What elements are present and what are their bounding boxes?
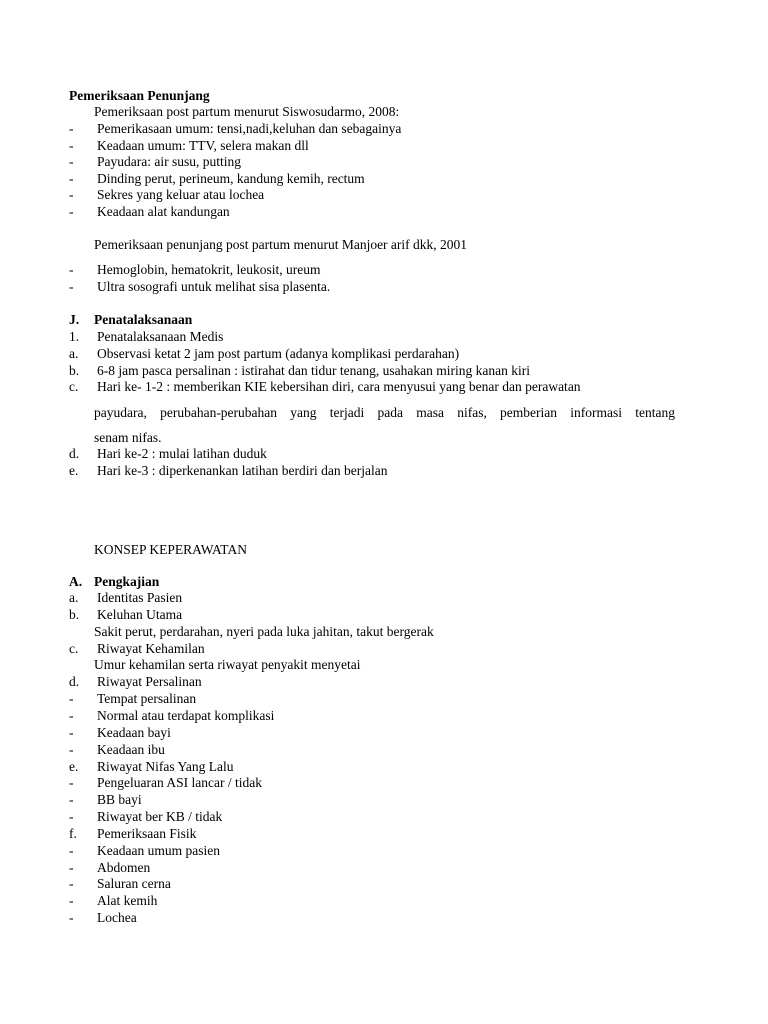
list-item-text: Identitas Pasien — [97, 590, 183, 605]
list-marker: a. — [69, 590, 79, 605]
list-item-text: Abdomen — [97, 859, 151, 875]
list-marker: - — [69, 741, 74, 757]
list-item-text: Riwayat ber KB / tidak — [97, 809, 223, 825]
list-item-text: Penatalaksanaan Medis — [97, 329, 224, 344]
list-marker: - — [69, 842, 74, 858]
section-marker-a: A. — [69, 574, 83, 589]
list-item-text: Riwayat Persalinan — [97, 674, 202, 690]
list-marker: - — [69, 707, 74, 723]
list-item-text: Riwayat Kehamilan — [97, 640, 205, 656]
list-marker: 1. — [69, 329, 80, 344]
list-marker: c. — [69, 640, 79, 656]
list-marker: c. — [69, 379, 79, 395]
list-item-text: Keadaan umum: TTV, selera makan dll — [97, 137, 309, 153]
list-marker: a. — [69, 345, 79, 361]
list-item-text: Pengeluaran ASI lancar / tidak — [97, 775, 262, 791]
list-marker: - — [69, 809, 74, 825]
list-item-text: Keadaan ibu — [97, 741, 165, 757]
list-item-text: Hari ke- 1-2 : memberikan KIE kebersihan diri, cara menyusui yang benar dan perawatan — [97, 379, 581, 395]
list-marker: - — [69, 775, 74, 791]
list-item-text: Riwayat Nifas Yang Lalu — [97, 758, 234, 774]
list-item-text: Normal atau terdapat komplikasi — [97, 707, 275, 723]
continuation-line-1: payudara, perubahan-perubahan yang terjadi pada masa nifas, pemberian informasi tentang — [94, 405, 675, 420]
list-marker: - — [69, 859, 74, 875]
list-item-text: Alat kemih — [97, 893, 158, 909]
list-marker: e. — [69, 462, 79, 478]
list-marker: d. — [69, 446, 80, 461]
list-item-text: Dinding perut, perineum, kandung kemih, rectum — [97, 170, 365, 186]
section-heading-penunjang: Pemeriksaan Penunjang — [69, 88, 210, 103]
list-marker: - — [69, 910, 74, 926]
list-marker: - — [69, 262, 74, 277]
konsep-title: KONSEP KEPERAWATAN — [94, 542, 247, 557]
list-item-text: Sakit perut, perdarahan, nyeri pada luka jahitan, takut bergerak — [94, 623, 434, 639]
list-marker: - — [69, 691, 74, 707]
intro-siswosudarmo: Pemeriksaan post partum menurut Siswosudarmo, 2008: — [94, 104, 400, 119]
intro-manjoer: Pemeriksaan penunjang post partum menurut Manjoer arif dkk, 2001 — [94, 237, 468, 252]
list-marker: - — [69, 278, 74, 294]
list-item-text: Payudara: air susu, putting — [97, 154, 241, 170]
list-item-text: Keadaan alat kandungan — [97, 204, 230, 219]
list-marker: d. — [69, 674, 80, 690]
list-item-text: Ultra sosografi untuk melihat sisa plasenta. — [97, 278, 331, 294]
list-item-text: Pemerikasaan umum: tensi,nadi,keluhan dan sebagainya — [97, 121, 402, 136]
list-marker: - — [69, 724, 74, 740]
list-item-text: Observasi ketat 2 jam post partum (adanya komplikasi perdarahan) — [97, 345, 460, 361]
list-item-text: Hemoglobin, hematokrit, leukosit, ureum — [97, 262, 321, 277]
list-item-text: Hari ke-2 : mulai latihan duduk — [97, 446, 267, 461]
list-marker: - — [69, 204, 74, 219]
list-marker: - — [69, 154, 74, 170]
section-marker-j: J. — [69, 312, 80, 327]
section-heading-pengkajian: Pengkajian — [94, 574, 160, 589]
list-item-text: Umur kehamilan serta riwayat penyakit menyetai — [94, 657, 361, 673]
section-heading-penatalaksanaan: Penatalaksanaan — [94, 312, 193, 327]
list-item-text: Keadaan umum pasien — [97, 842, 220, 858]
list-item-text: Pemeriksaan Fisik — [97, 825, 197, 841]
list-item-text: Lochea — [97, 910, 137, 926]
list-item-text: Keadaan bayi — [97, 724, 171, 740]
list-marker: - — [69, 121, 74, 136]
continuation-line-2: senam nifas. — [94, 430, 162, 445]
list-marker: - — [69, 137, 74, 153]
list-marker: b. — [69, 362, 80, 378]
list-marker: b. — [69, 606, 80, 622]
list-item-text: BB bayi — [97, 792, 142, 808]
list-marker: - — [69, 187, 74, 203]
list-item-text: Saluran cerna — [97, 876, 171, 892]
list-marker: f. — [69, 825, 77, 841]
list-item-text: Keluhan Utama — [97, 606, 183, 622]
list-marker: - — [69, 170, 74, 186]
list-item-text: Tempat persalinan — [97, 691, 197, 707]
list-marker: - — [69, 876, 74, 892]
list-item-text: Sekres yang keluar atau lochea — [97, 187, 265, 203]
list-marker: - — [69, 792, 74, 808]
list-marker: - — [69, 893, 74, 909]
list-marker: e. — [69, 758, 79, 774]
list-item-text: 6-8 jam pasca persalinan : istirahat dan tidur tenang, usahakan miring kanan kiri — [97, 362, 530, 378]
list-item-text: Hari ke-3 : diperkenankan latihan berdiri dan berjalan — [97, 462, 388, 478]
